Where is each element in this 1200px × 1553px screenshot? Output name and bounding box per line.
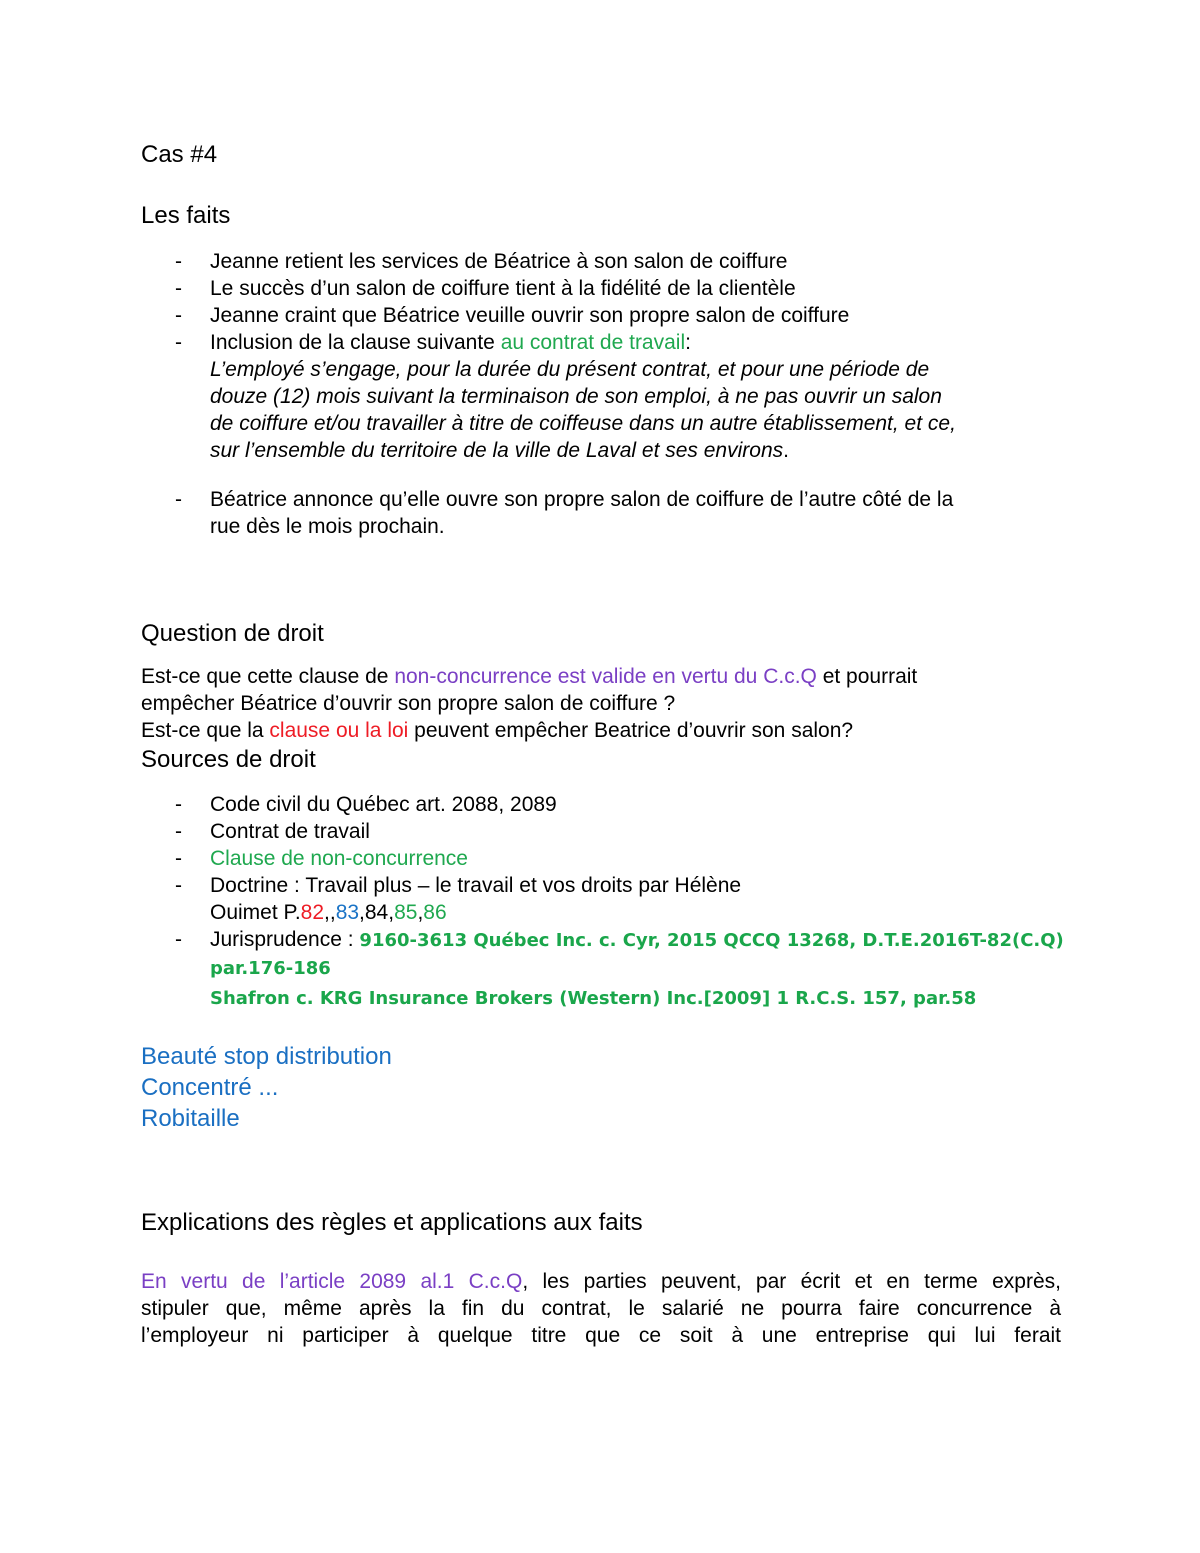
note-line: Concentré ...: [141, 1074, 279, 1101]
clause-text-line: L’employé s’engage, pour la durée du présent contrat, et pour une période de: [210, 358, 930, 381]
case-citation: Shafron c. KRG Insurance Brokers (Western) Inc.[2009] 1 R.C.S. 157, par.58: [210, 988, 977, 1009]
explications-paragraph-line: stipuler que, même après la fin du contrat, le salarié ne pourra faire concurrence à: [141, 1297, 1061, 1320]
list-item: - Béatrice annonce qu’elle ouvre son propre salon de coiffure de l’autre côté de la rue dès le mois prochain.: [175, 488, 954, 538]
list-item: - Jeanne craint que Béatrice veuille ouvrir son propre salon de coiffure: [175, 304, 850, 327]
explications-paragraph-line: l’employeur ni participer à quelque titre que ce soit à une entreprise qui lui ferait: [141, 1324, 1061, 1347]
sources-list: [141, 791, 1064, 1014]
document-content: Cas #4 Les faits - Jeanne retient les services de Béatrice à son salon de coiffure - Le succès d’un salon de coiffure tient à la fidélité de la clientèle - Jeanne craint que Béatrice veuille ouvrir son propre salon de coiffure - Inclusion de la clause suivante au contrat de travail: L’employé s’engage, pour la durée du présent contrat, et pour une période de douze (12) mois suivant la terminaison de son emploi, à ne pas ouvrir un salon de coiffure et/ou travailler à titre de coiffeuse dans un autre établissement, et ce, sur l’ensemble du territoire de la ville de Laval et ses environs. - Béatrice annonce qu’elle ouvre son propre salon de coiffure de l’autre côté de la rue dès le mois prochain. Question de droit Est-ce que cette clause de non-concurrence est valide en vertu du C.c.Q et pourrait empêcher Béatrice d’ouvrir son propre salon de coiffure ? Est-ce que la clause ou la loi peuvent empêcher Beatrice d’ouvrir son salon? Sources de droit - Code civil du Québec art. 2088, 2089 - Contrat de travail - Clause de non-concurrence - Doctrine : Travail plus – le travail et vos droits par Hélène Ouimet P.82,,83,84,85,86 - Jurisprudence : 9160-3613 Québec Inc. c. Cyr, 2015 QCCQ 13268, D.T.E.2016T-82(C.Q) par.176-186 Shafron c. KRG Insurance Brokers (Western) Inc.[2009] 1 R.C.S. 157, par.58 Beauté stop distribution Concentré ... Robitaille Explications des règles et applications aux faits En vertu de l’article 2089 al.1 C.c.Q, les parties peuvent, par écrit et en terme exprès, stipuler que, même après la fin du contrat, le salarié ne pourra faire concurrence à l’employeur ni participer à quelque titre que ce soit à une entreprise qui lui ferait: [141, 141, 1064, 1347]
case-citation: 9160-3613 Québec Inc. c. Cyr, 2015 QCCQ 13268, D.T.E.2016T-82(C.Q): [359, 930, 1064, 951]
faits-heading: Les faits: [141, 202, 231, 229]
list-item-jurisprudence: - Jurisprudence : 9160-3613 Québec Inc. c. Cyr, 2015 QCCQ 13268, D.T.E.2016T-82(C.Q) par.176-186 Shafron c. KRG Insurance Brokers (Western) Inc.[2009] 1 R.C.S. 157, par.58: [141, 926, 1061, 1014]
explications-heading: Explications des règles et applications aux faits: [141, 1209, 643, 1236]
note-line: Robitaille: [141, 1105, 240, 1132]
clause-text-line: sur l’ensemble du territoire de la ville de Laval et ses environs: [210, 439, 784, 462]
note-line: Beauté stop distribution: [141, 1043, 392, 1070]
list-item: - Le succès d’un salon de coiffure tient à la fidélité de la clientèle: [175, 277, 796, 300]
sources-heading: Sources de droit: [141, 746, 316, 773]
question-paragraph: Est-ce que la clause ou la loi peuvent empêcher Beatrice d’ouvrir son salon?: [141, 719, 854, 742]
list-item: - Contrat de travail: [175, 820, 370, 843]
case-title: Cas #4: [141, 141, 218, 168]
list-item-doctrine: - Doctrine : Travail plus – le travail et vos droits par Hélène Ouimet P.82,,83,84,85,86: [175, 874, 742, 924]
explications-paragraph-line: En vertu de l’article 2089 al.1 C.c.Q, les parties peuvent, par écrit et en terme exprès,: [141, 1270, 1061, 1293]
clause-text-line: douze (12) mois suivant la terminaison de son emploi, à ne pas ouvrir un salon: [210, 385, 942, 408]
list-item-clause: - Inclusion de la clause suivante au contrat de travail: L’employé s’engage, pour la durée du présent contrat, et pour une période de douze (12) mois suivant la terminaison de son emploi, à ne pas ouvrir un salon de coiffure et/ou travailler à titre de coiffeuse dans un autre établissement, et ce, sur l’ensemble du territoire de la ville de Laval et ses environs.: [141, 329, 1061, 464]
question-heading: Question de droit: [141, 620, 324, 647]
list-item: - Code civil du Québec art. 2088, 2089: [175, 793, 557, 816]
list-item: - Clause de non-concurrence: [175, 847, 468, 870]
case-citation: par.176-186: [210, 958, 331, 979]
list-item: - Jeanne retient les services de Béatrice à son salon de coiffure: [175, 250, 788, 273]
faits-list: [141, 248, 1061, 540]
clause-text-line: de coiffure et/ou travailler à titre de coiffeuse dans un autre établissement, et ce,: [210, 412, 956, 435]
contract-link-text: au contrat de travail: [500, 331, 686, 354]
blue-notes: [141, 1041, 1061, 1134]
question-paragraph: Est-ce que cette clause de non-concurrence est valide en vertu du C.c.Q et pourrait: [141, 665, 918, 688]
